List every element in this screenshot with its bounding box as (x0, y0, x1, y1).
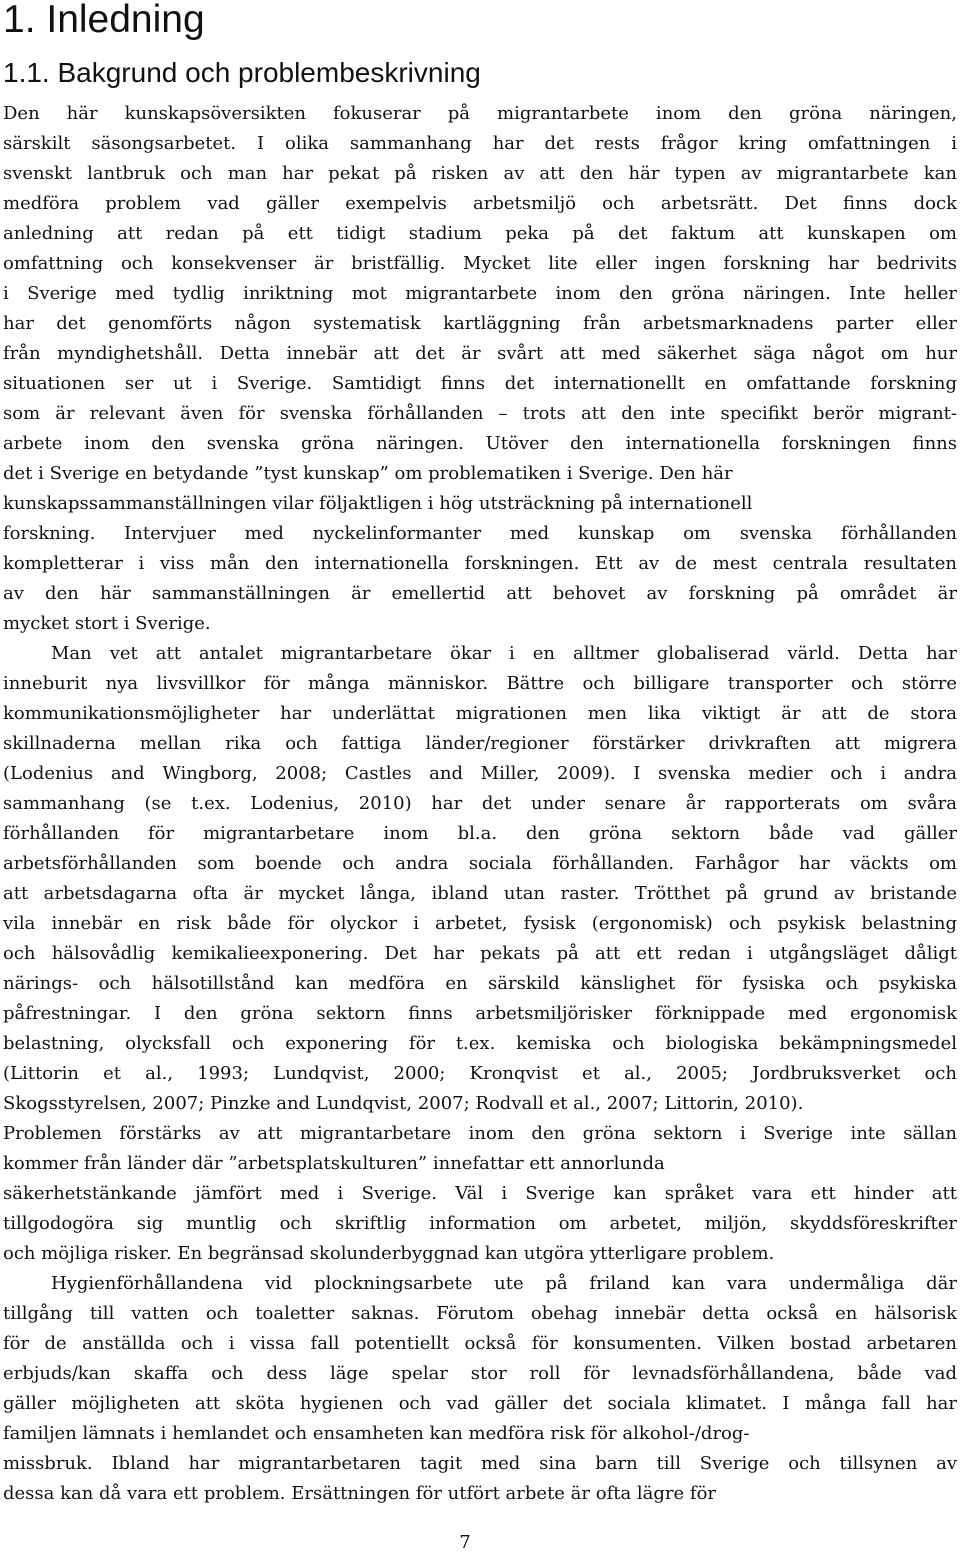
text-line: tillgodogöra sig muntlig och skriftlig information om arbetet, miljön, skyddsföreskrifter (3, 1213, 957, 1234)
text-line: gäller möjligheten att sköta hygienen och vad gäller det sociala klimatet. I många fall har (3, 1393, 957, 1414)
text-line: sammanhang (se t.ex. Lodenius, 2010) har det under senare år rapporterats om svåra (3, 793, 957, 814)
text-line: svenskt lantbruk och man har pekat på risken av att den här typen av migrantarbete kan (3, 163, 957, 184)
text-line: säkerhetstänkande jämfört med i Sverige. Väl i Sverige kan språket vara ett hinder att (3, 1183, 957, 1204)
text-line: från myndighetshåll. Detta innebär att det är svårt att med säkerhet säga något om hur (3, 343, 957, 364)
text-line: anledning att redan på ett tidigt stadium peka på det faktum att kunskapen om (3, 223, 957, 244)
document-page (3, 0, 957, 1509)
text-line: i Sverige med tydlig inriktning mot migrantarbete inom den gröna näringen. Inte heller (3, 283, 957, 304)
text-line: erbjuds/kan skaffa och dess läge spelar stor roll för levnadsförhållandena, både vad (3, 1363, 957, 1384)
text-line: familjen lämnats i hemlandet och ensamheten kan medföra risk för alkohol-/drog- (3, 1423, 750, 1444)
text-line: särskilt säsongsarbetet. I olika sammanhang har det rests frågor kring omfattningen i (3, 133, 957, 154)
text-line: Hygienförhållandena vid plockningsarbete ute på friland kan vara undermåliga där (51, 1273, 957, 1294)
text-line: av den här sammanställningen är emellertid att behovet av forskning på området är (3, 583, 957, 604)
text-line: Skogsstyrelsen, 2007; Pinzke and Lundqvist, 2007; Rodvall et al., 2007; Littorin, 2010). (3, 1093, 804, 1114)
text-line: tillgång till vatten och toaletter saknas. Förutom obehag innebär detta också en hälsorisk (3, 1303, 957, 1324)
text-line: situationen ser ut i Sverige. Samtidigt finns det internationellt en omfattande forskning (3, 373, 957, 394)
text-line: (Littorin et al., 1993; Lundqvist, 2000; Kronqvist et al., 2005; Jordbruksverket och (3, 1063, 957, 1084)
text-line: medföra problem vad gäller exempelvis arbetsmiljö och arbetsrätt. Det finns dock (3, 193, 957, 214)
text-line: kommer från länder där ”arbetsplatskulturen” innefattar ett annorlunda (3, 1153, 665, 1174)
text-line: Den här kunskapsöversikten fokuserar på migrantarbete inom den gröna näringen, (3, 103, 957, 124)
text-line: har det genomförts någon systematisk kartläggning från arbetsmarknadens parter eller (3, 313, 957, 334)
text-line: att arbetsdagarna ofta är mycket långa, ibland utan raster. Trötthet på grund av bristande (3, 883, 957, 904)
page-number: 7 (459, 1532, 471, 1553)
text-line: som är relevant även för svenska förhållanden – trots att den inte specifikt berör migrant- (3, 403, 957, 424)
text-line: forskning. Intervjuer med nyckelinformanter med kunskap om svenska förhållanden (3, 523, 957, 544)
text-line: och möjliga risker. En begränsad skolunderbyggnad kan utgöra ytterligare problem. (3, 1243, 775, 1264)
text-line: kommunikationsmöjligheter har underlättat migrationen men lika viktigt är att de stora (3, 703, 957, 724)
section-heading: 1.1. Bakgrund och problembeskrivning (3, 57, 481, 88)
text-line: belastning, olycksfall och exponering för t.ex. kemiska och biologiska bekämpningsmedel (3, 1033, 957, 1054)
text-line: för de anställda och i vissa fall potentiellt också för konsumenten. Vilken bostad arbetaren (3, 1333, 957, 1354)
text-line: påfrestningar. I den gröna sektorn finns arbetsmiljörisker förknippade med ergonomisk (3, 1003, 957, 1024)
text-line: arbetsförhållanden som boende och andra sociala förhållanden. Farhågor har väckts om (3, 853, 957, 874)
text-line: Man vet att antalet migrantarbetare ökar i en alltmer globaliserad värld. Detta har (51, 643, 957, 664)
text-line: mycket stort i Sverige. (3, 613, 211, 634)
text-line: (Lodenius and Wingborg, 2008; Castles and Miller, 2009). I svenska medier och i andra (3, 763, 957, 784)
text-line: det i Sverige en betydande ”tyst kunskap” om problematiken i Sverige. Den här (3, 463, 733, 484)
text-line: kunskapssammanställningen vilar följaktligen i hög utsträckning på internationell (3, 493, 753, 514)
text-line: skillnaderna mellan rika och fattiga länder/regioner förstärker drivkraften att migrera (3, 733, 957, 754)
text-line: och hälsovådlig kemikalieexponering. Det har pekats på att ett redan i utgångsläget dåligt (3, 943, 957, 964)
text-line: missbruk. Ibland har migrantarbetaren tagit med sina barn till Sverige och tillsynen av (3, 1453, 957, 1474)
text-line: arbete inom den svenska gröna näringen. Utöver den internationella forskningen finns (3, 433, 957, 454)
body-text (3, 99, 957, 1509)
text-line: kompletterar i viss mån den internationella forskningen. Ett av de mest centrala resultaten (3, 553, 957, 574)
text-line: vila innebär en risk både för olyckor i arbetet, fysisk (ergonomisk) och psykisk belastning (3, 913, 957, 934)
text-line: dessa kan då vara ett problem. Ersättningen för utfört arbete är ofta lägre för (3, 1483, 717, 1504)
text-line: omfattning och konsekvenser är bristfällig. Mycket lite eller ingen forskning har bedrivits (3, 253, 957, 274)
chapter-heading: 1. Inledning (3, 0, 205, 41)
text-line: inneburit nya livsvillkor för många människor. Bättre och billigare transporter och större (3, 673, 957, 694)
text-line: Problemen förstärks av att migrantarbetare inom den gröna sektorn i Sverige inte sällan (3, 1123, 957, 1144)
text-line: närings- och hälsotillstånd kan medföra en särskild känslighet för fysiska och psykiska (3, 973, 957, 994)
text-line: förhållanden för migrantarbetare inom bl.a. den gröna sektorn både vad gäller (3, 823, 957, 844)
